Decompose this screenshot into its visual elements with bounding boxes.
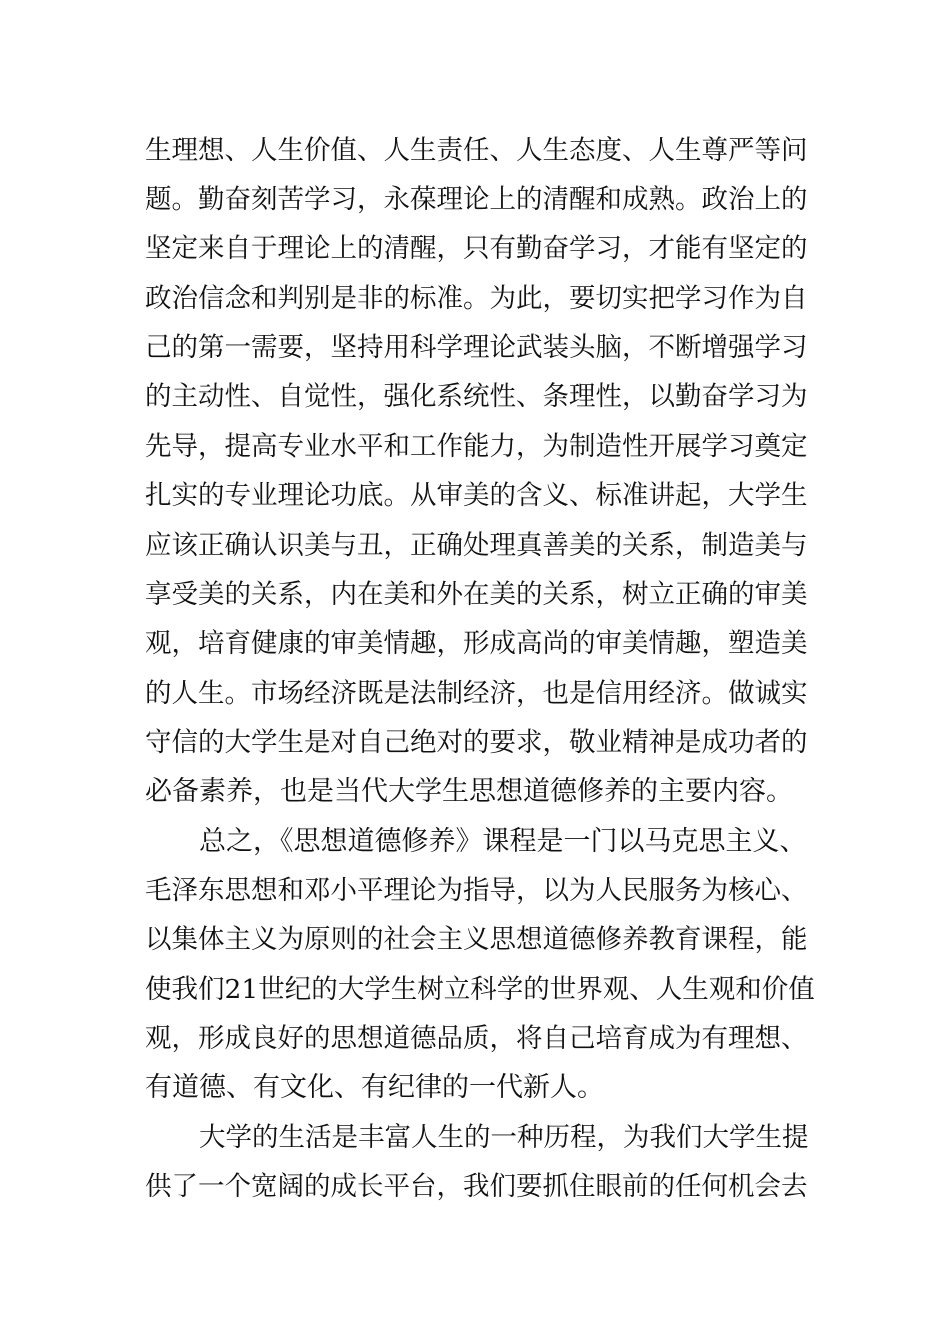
text-line: 以集体主义为原则的社会主义思想道德修养教育课程，能 <box>145 924 808 955</box>
text-line: 有道德、有文化、有纪律的一代新人。 <box>145 1072 604 1103</box>
text-line: 坚定来自于理论上的清醒，只有勤奋学习，才能有坚定的 <box>145 233 808 264</box>
text-line: 观，形成良好的思想道德品质，将自己培育成为有理想、 <box>145 1023 808 1054</box>
text-line: 观，培育健康的审美情趣，形成高尚的审美情趣，塑造美 <box>145 628 808 659</box>
text-line: 扎实的专业理论功底。从审美的含义、标准讲起，大学生 <box>145 480 808 511</box>
text-line: 生理想、人生价值、人生责任、人生态度、人生尊严等问 <box>145 135 808 166</box>
text-line: 必备素养，也是当代大学生思想道德修养的主要内容。 <box>145 776 793 807</box>
text-line: 使我们21世纪的大学生树立科学的世界观、人生观和价值 <box>145 974 815 1005</box>
paragraph-start-line: 大学的生活是丰富人生的一种历程，为我们大学生提 <box>199 1122 809 1153</box>
text-line: 守信的大学生是对自己绝对的要求，敬业精神是成功者的 <box>145 727 808 758</box>
text-line: 的主动性、自觉性，强化系统性、条理性，以勤奋学习为 <box>145 381 808 412</box>
text-line: 己的第一需要，坚持用科学理论武装头脑，不断增强学习 <box>145 332 808 363</box>
text-line: 享受美的关系，内在美和外在美的关系，树立正确的审美 <box>145 579 808 610</box>
text-line: 的人生。市场经济既是法制经济，也是信用经济。做诚实 <box>145 678 808 709</box>
paragraph-start-line: 总之，《思想道德修养》课程是一门以马克思主义、 <box>199 826 807 857</box>
text-line: 政治信念和判别是非的标准。为此，要切实把学习作为自 <box>145 283 808 314</box>
text-line: 供了一个宽阔的成长平台，我们要抓住眼前的任何机会去 <box>145 1171 808 1202</box>
text-line: 先导，提高专业水平和工作能力，为制造性开展学习奠定 <box>145 431 808 462</box>
text-line: 毛泽东思想和邓小平理论为指导，以为人民服务为核心、 <box>145 875 808 906</box>
text-line: 题。勤奋刻苦学习，永葆理论上的清醒和成熟。政治上的 <box>145 184 808 215</box>
text-line: 应该正确认识美与丑，正确处理真善美的关系，制造美与 <box>145 530 808 561</box>
